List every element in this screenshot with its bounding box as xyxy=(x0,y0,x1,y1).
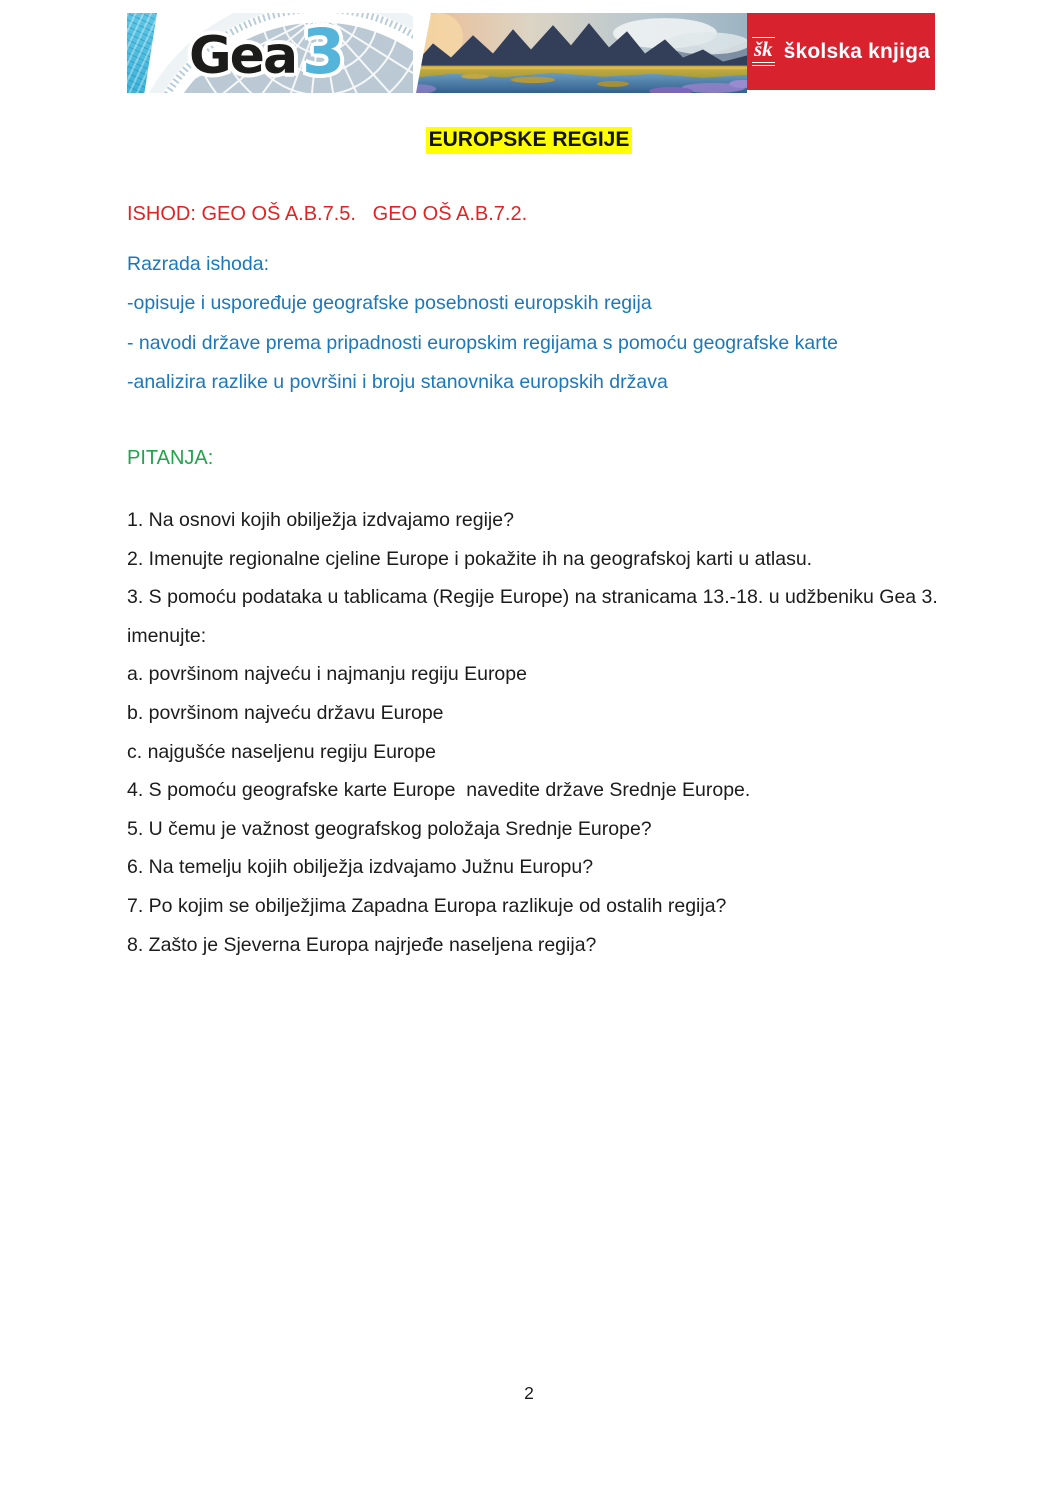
question-item: 7. Po kojim se obilježjima Zapadna Europa razlikuje od ostalih regija? xyxy=(127,894,727,917)
elaboration-item: -opisuje i uspoređuje geografske posebnosti europskih regija xyxy=(127,291,652,314)
elaboration-heading: Razrada ishoda: xyxy=(127,252,270,275)
question-item: 3. S pomoću podataka u tablicama (Regije Europe) na stranicama 13.-18. u udžbeniku Gea 3. imenujte: xyxy=(127,586,944,647)
question-item: 1. Na osnovi kojih obilježja izdvajamo regije? xyxy=(127,509,514,531)
question-item: 4. S pomoću geografske karte Europe navedite države Srednje Europe. xyxy=(127,779,751,802)
elaboration-item: -analizira razlike u površini i broju stanovnika europskih država xyxy=(127,370,668,393)
questions-heading: PITANJA: xyxy=(127,447,214,469)
question-subitem: c. najgušće naseljenu regiju Europe xyxy=(127,740,436,763)
question-subitem: b. površinom najveću državu Europe xyxy=(127,701,444,724)
gea-logo-text xyxy=(189,15,345,94)
sk-monogram-icon: šk xyxy=(752,37,775,66)
elaboration-item: - navodi države prema pripadnosti europskim regijama s pomoću geografske karte xyxy=(127,331,839,354)
question-item: 5. U čemu je važnost geografskog položaja Srednje Europe? xyxy=(127,817,652,840)
question-item: 2. Imenujte regionalne cjeline Europe i pokažite ih na geografskoj karti u atlasu. xyxy=(127,547,813,570)
gea-logo-word: Gea xyxy=(189,26,297,86)
gea-logo xyxy=(145,13,455,93)
outcome-line: ISHOD: GEO OŠ A.B.7.5. GEO OŠ A.B.7.2. xyxy=(127,203,528,225)
publisher-logo xyxy=(747,13,935,90)
publisher-name: školska knjiga xyxy=(783,39,931,63)
question-item: 6. Na temelju kojih obilježja izdvajamo Južnu Europu? xyxy=(127,856,594,879)
question-subitem: a. površinom najveću i najmanju regiju Europe xyxy=(127,663,527,686)
questions-list xyxy=(127,501,944,964)
gea-logo-number: 3 xyxy=(302,15,346,88)
landscape-photo-icon xyxy=(413,13,747,93)
title-row xyxy=(0,127,1058,154)
header-banner xyxy=(127,13,935,93)
header-photo xyxy=(413,13,747,93)
question-item: 8. Zašto je Sjeverna Europa najrjeđe naseljena regija? xyxy=(127,933,597,956)
page-number: 2 xyxy=(524,1383,534,1403)
page-title: EUROPSKE REGIJE xyxy=(426,127,633,154)
